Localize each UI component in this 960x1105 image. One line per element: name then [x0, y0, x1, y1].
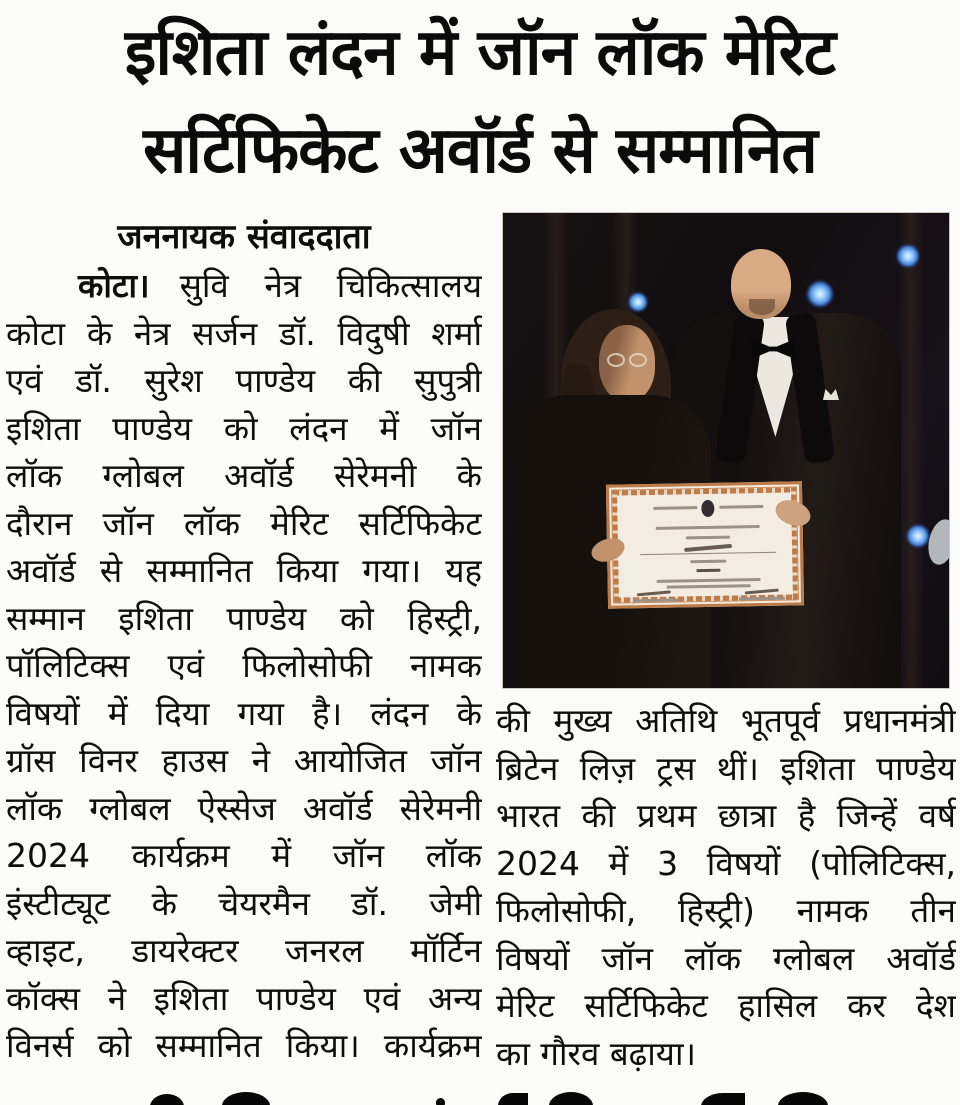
- letter-fragment: [498, 1093, 528, 1105]
- man-beard: [749, 299, 775, 315]
- news-photo: [502, 212, 950, 689]
- recipient-name-script: [684, 544, 732, 552]
- body-line: इशिता पाण्डेय को लंदन में जॉन: [6, 408, 482, 448]
- certificate-text-line: [690, 560, 726, 564]
- dateline: कोटा।: [78, 266, 150, 305]
- body-line: इंस्टीट्यूट के चेयरमैन डॉ. जेमी: [6, 883, 482, 923]
- certificate-text-line: [696, 569, 720, 572]
- body-line: सम्मान इशिता पाण्डेय को हिस्ट्री,: [6, 598, 482, 638]
- left-column: [6, 212, 482, 1070]
- body-line: का गौरव बढ़ाया।: [496, 1033, 697, 1073]
- byline: जननायक संवाददाता: [117, 217, 371, 257]
- glasses-icon: [607, 353, 625, 367]
- body-line: अवॉर्ड से सम्मानित किया गया। यह: [6, 551, 482, 590]
- certificate-text-line: [739, 597, 785, 601]
- letter-fragment: [222, 1092, 270, 1105]
- certificate: [606, 481, 804, 608]
- signature-left: [637, 590, 671, 596]
- glasses-icon: [629, 353, 647, 367]
- body-line: मेरिट सर्टिफिकेट हासिल कर देश: [496, 986, 956, 1025]
- certificate-text-line: [686, 536, 730, 540]
- lead-line: [6, 262, 482, 310]
- lead-text: सुवि नेत्र चिकित्सालय: [179, 266, 482, 305]
- letter-fragment: [549, 1092, 593, 1105]
- body-line: पॉलिटिक्स एवं फिलोसोफी नामक: [6, 646, 482, 685]
- headline-line-2: सर्टिफिकेट अवॉर्ड से सम्मानित: [143, 114, 817, 188]
- letter-fragment: [778, 1092, 828, 1105]
- body-line: 2024 कार्यक्रम में जॉन लॉक: [6, 836, 482, 875]
- body-line: विषयों में दिया गया है। लंदन के: [6, 693, 482, 733]
- letter-fragment: [701, 1093, 745, 1105]
- body-line: व्हाइट, डायरेक्टर जनरल मॉर्टिन: [6, 931, 482, 970]
- curtain-fold: [898, 213, 924, 688]
- right-column: [496, 212, 956, 1077]
- body-line: भारत की प्रथम छात्रा है जिन्हें वर्ष: [496, 796, 956, 835]
- signature-right: [745, 589, 779, 595]
- certificate-text-line: [657, 578, 761, 583]
- body-line: लॉक ग्लोबल ऐस्सेज अवॉर्ड सेरेमनी: [6, 788, 482, 828]
- body-line: ब्रिटेन लिज़ ट्रस थीं। इशिता पाण्डेय: [496, 748, 956, 788]
- stage-light: [627, 291, 649, 313]
- headline-line-1: इशिता लंदन में जॉन लॉक मेरिट: [124, 16, 836, 90]
- certificate-rule: [640, 552, 776, 555]
- letter-fragment: [436, 1098, 445, 1105]
- certificate-text-line: [633, 598, 679, 602]
- body-line: कोटा के नेत्र सर्जन डॉ. विदुषी शर्मा: [6, 313, 482, 353]
- next-article-cutoff: [0, 1088, 960, 1105]
- certificate-text-line: [653, 506, 697, 510]
- letter-fragment: [150, 1094, 184, 1105]
- body-line: ग्रॉस विनर हाउस ने आयोजित जॉन: [6, 741, 482, 780]
- body-line: की मुख्य अतिथि भूतपूर्व प्रधानमंत्री: [496, 701, 956, 740]
- body-line: कॉक्स ने इशिता पाण्डेय एवं अन्य: [6, 978, 482, 1018]
- certificate-text-line: [656, 525, 760, 530]
- stage-light: [805, 279, 835, 309]
- body-line: दौरान जॉन लॉक मेरिट सर्टिफिकेट: [6, 503, 482, 543]
- body-line: फिलोसोफी, हिस्ट्री) नामक तीन: [496, 891, 956, 930]
- body-line: विनर्स को सम्मानित किया। कार्यक्रम: [6, 1026, 482, 1065]
- certificate-text-line: [667, 584, 751, 588]
- stage-light: [905, 523, 931, 549]
- certificate-border-band: [613, 487, 795, 495]
- paper-glow: [925, 517, 950, 567]
- headline: [0, 4, 960, 200]
- body-line: लॉक ग्लोबल अवॉर्ड सेरेमनी के: [6, 456, 482, 495]
- body-line: एवं डॉ. सुरेश पाण्डेय की सुपुत्री: [6, 361, 482, 400]
- certificate-text-line: [719, 505, 763, 509]
- body-line: विषयों जॉन लॉक ग्लोबल अवॉर्ड: [496, 938, 956, 978]
- body-line: 2024 में 3 विषयों (पोलिटिक्स,: [496, 843, 956, 883]
- certificate-seal-icon: [701, 500, 714, 517]
- stage-light: [895, 243, 921, 269]
